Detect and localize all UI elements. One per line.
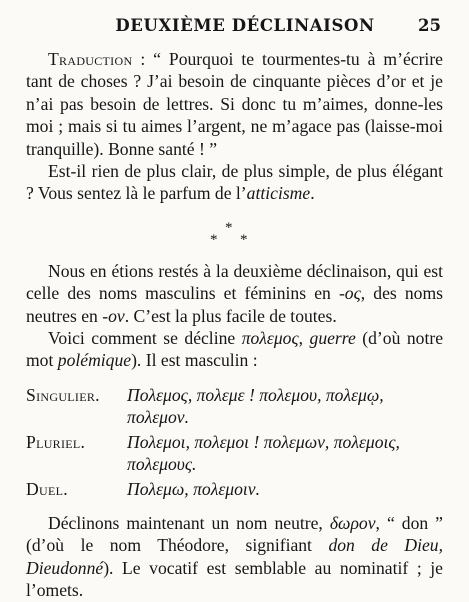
pluriel-label: Pluriel. [26, 431, 86, 452]
asterism-star-top: * [225, 219, 233, 236]
translation-paragraph [26, 48, 443, 160]
neuter-paragraph [26, 512, 443, 602]
commentary-end: . [310, 183, 315, 204]
polemos-word: πολεμος [241, 328, 299, 349]
running-header [28, 16, 441, 35]
singulier-forms: Πολεμος, πολεμε ! πολεμου, πολεμῳ, πολεμον. [127, 384, 384, 428]
ending-on: -ον [102, 305, 125, 326]
ending-os: -ος [338, 283, 361, 304]
declension-row-plural [26, 431, 443, 476]
declension-row-dual [26, 478, 443, 500]
neuter-middle: , “ don ” (d’où le nom Théodore, signifiant [26, 512, 443, 556]
translation-label: Traduction [48, 49, 133, 69]
page-body [26, 48, 443, 602]
polemos-intro: Voici comment se décline [48, 328, 242, 349]
don-de-dieu-gloss: don de Dieu, Dieudonné [26, 535, 443, 578]
duel-forms: Πολεμω, πολεμοιν. [127, 478, 260, 499]
declension-end: . C’est la plus facile de toutes. [124, 305, 337, 326]
asterism-star-right: * [240, 231, 248, 248]
page-number: 25 [418, 16, 441, 35]
commentary-text: Est-il rien de plus clair, de plus simple, de plus élégant ? Vous sentez là le parfum de l’ [26, 161, 443, 204]
second-declension-paragraph [26, 260, 443, 327]
neuter-end: ). Le vocatif est semblable au nominatif ; je l’omets. [26, 557, 443, 601]
polemos-end: ). Il est masculin : [131, 350, 258, 371]
polemos-paragraph [26, 327, 443, 372]
singulier-label: Singulier. [26, 384, 100, 405]
translation-text: : “ Pourquoi te tourmentes-tu à m’écrire tant de choses ? J’ai besoin de cinquante pièces d’or et je n’ai pas besoin de lettres. Si donc tu m’aimes, donne-les moi ; mais si tu aimes l’argent, ne m’agace pas (laisse-moi tranquille). Bonne santé ! ” [26, 49, 443, 159]
asterism-star-left: * [210, 231, 218, 248]
pluriel-forms: Πολεμοι, πολεμοι ! πολεμων, πολεμοις, πολεμους. [127, 431, 400, 475]
polemos-middle: (d’où notre mot [26, 328, 444, 371]
doron-word: δωρον [329, 512, 376, 533]
declension-mid: , des noms neutres en [26, 283, 443, 326]
duel-label: Duel. [26, 478, 68, 499]
commentary-paragraph [26, 160, 443, 205]
polemique-term: polémique [57, 350, 132, 371]
running-title: DEUXIÈME DÉCLINAISON [115, 16, 375, 35]
asterism-divider [26, 213, 443, 253]
declension-intro: Nous en étions restés à la deuxième déclinaison, qui est celle des noms masculins et féminins en [26, 260, 443, 304]
atticisme-term: atticisme [246, 183, 311, 204]
neuter-intro: Déclinons maintenant un nom neutre, [48, 512, 330, 533]
declension-row-singular [26, 384, 443, 429]
guerre-gloss: guerre [309, 328, 356, 349]
polemos-comma: , [298, 328, 310, 349]
